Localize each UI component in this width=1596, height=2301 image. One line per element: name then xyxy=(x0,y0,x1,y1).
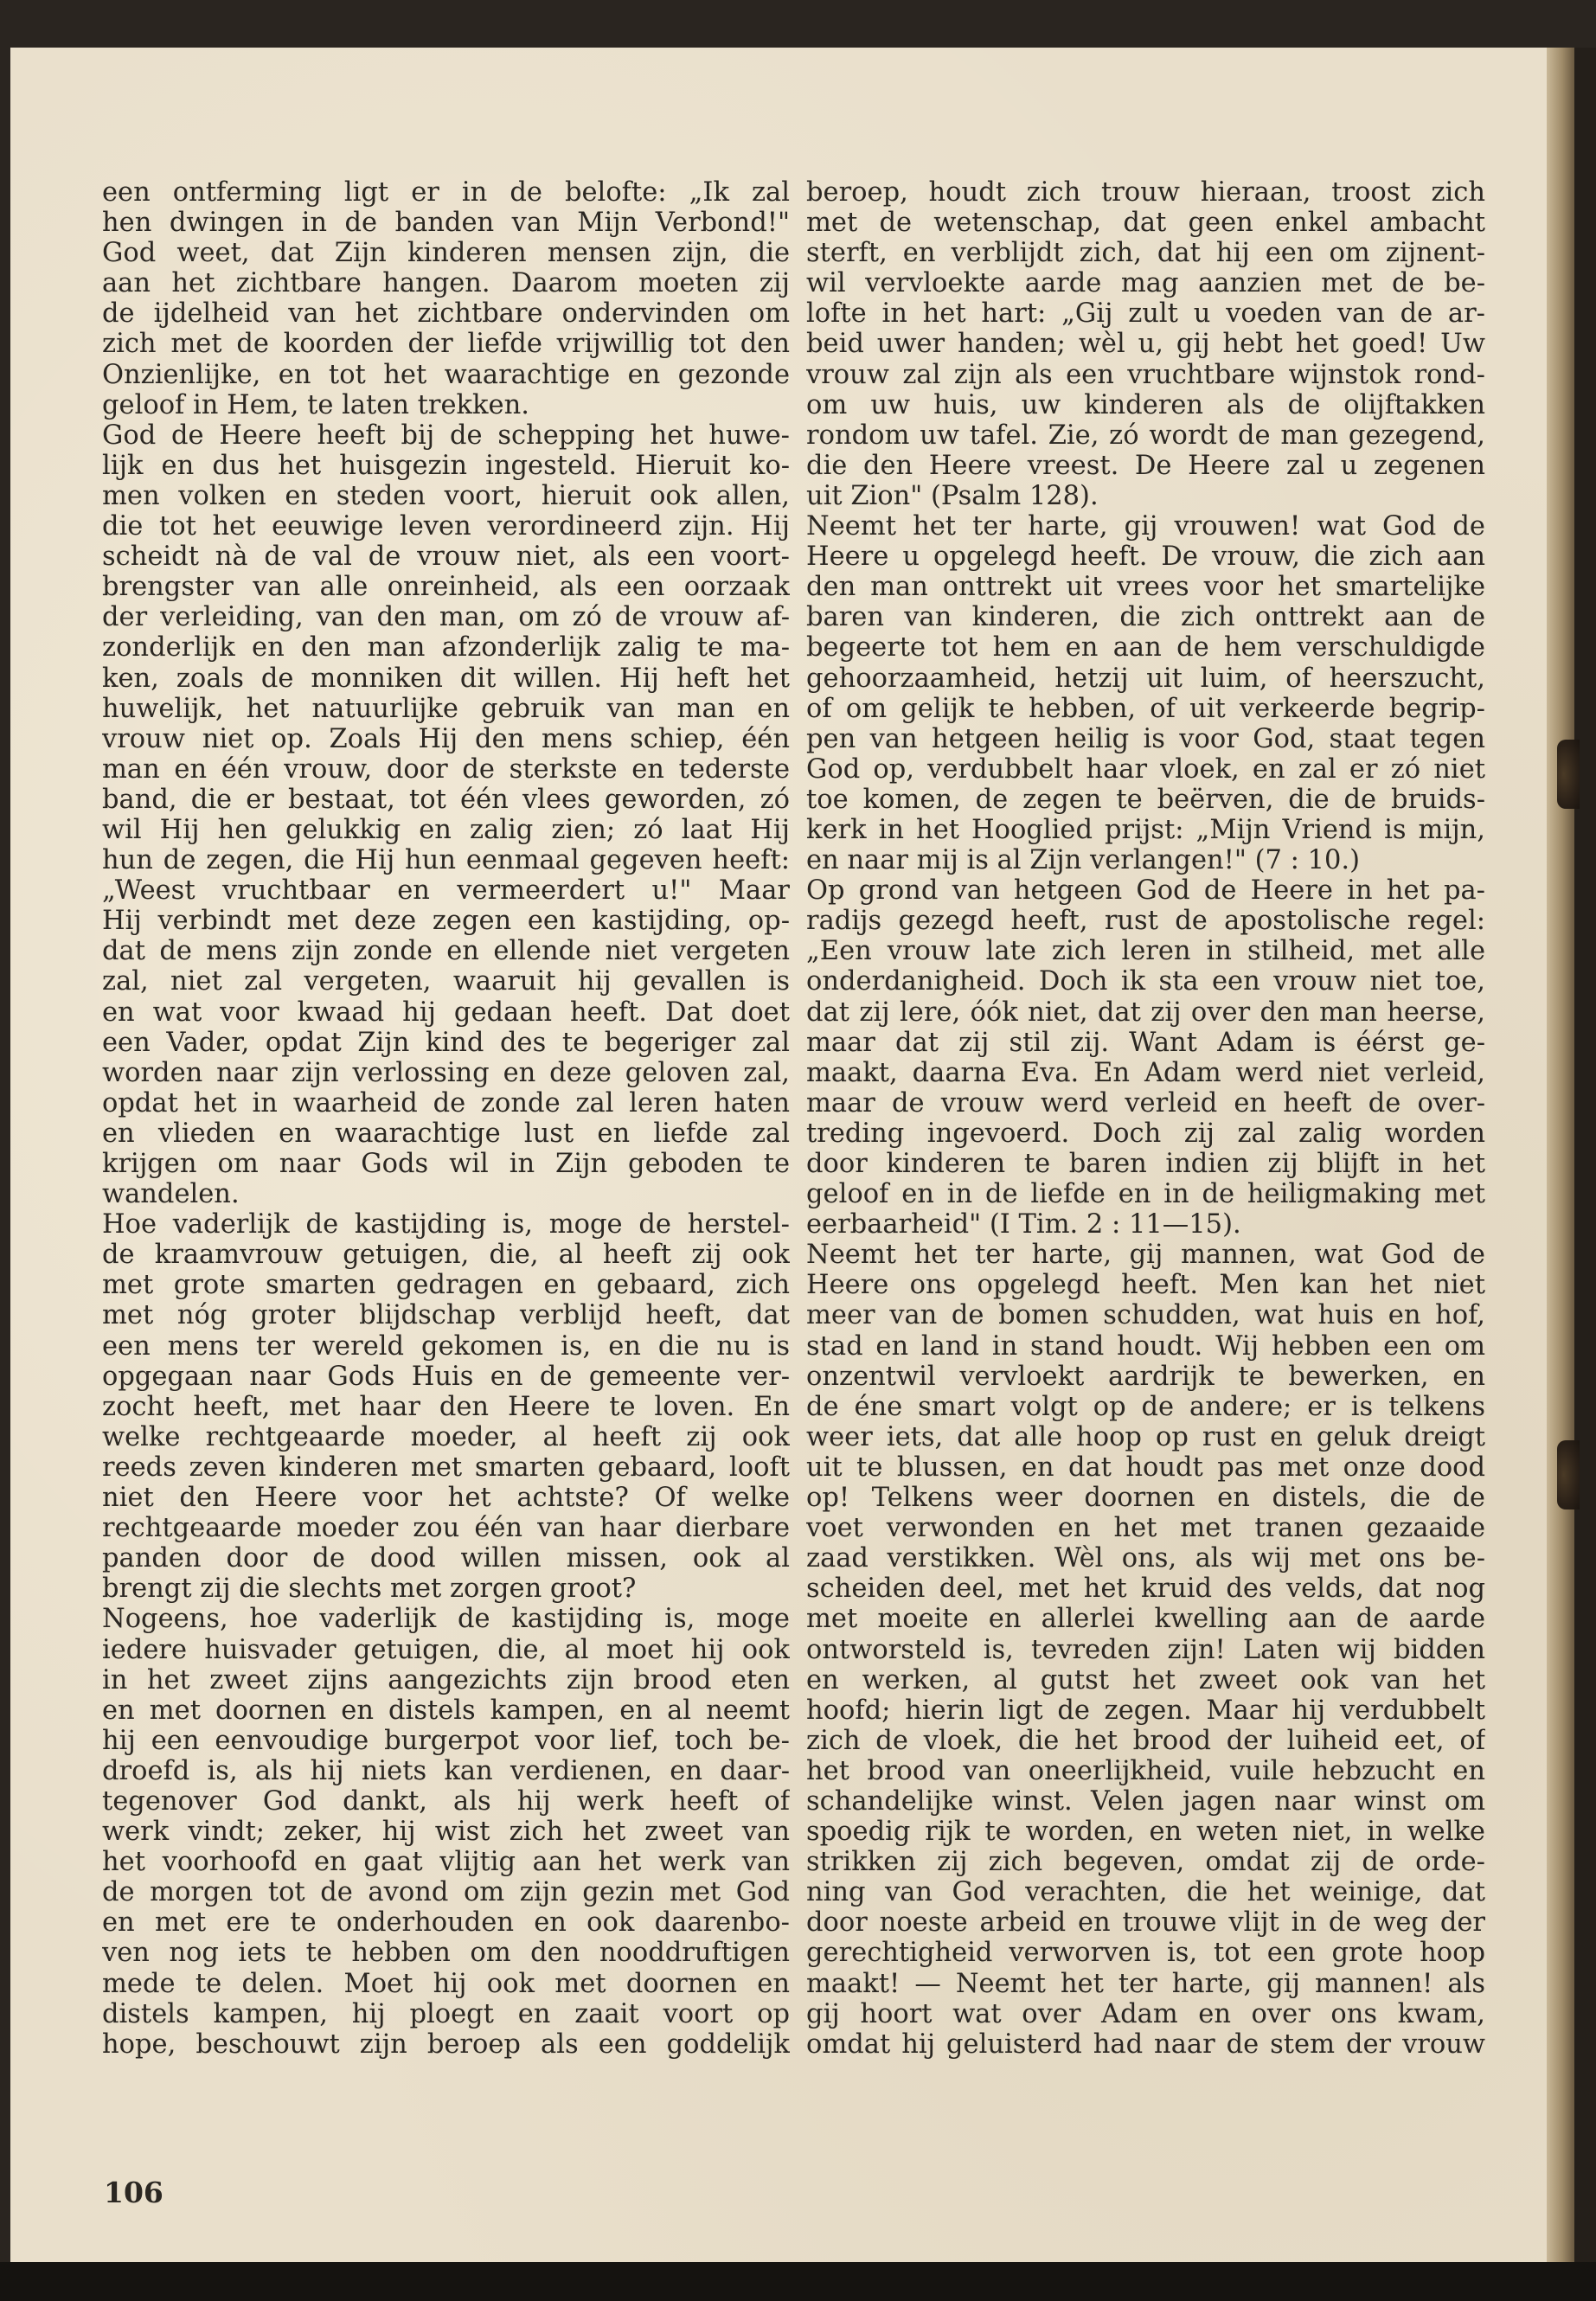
text-line: een mens ter wereld gekomen is, en die nu is xyxy=(102,1330,790,1362)
text-line: een ontferming ligt er in de belofte: „Ik zal xyxy=(102,177,790,208)
text-line: rondom uw tafel. Zie, zó wordt de man gezegend, xyxy=(806,420,1485,451)
text-line: ken, zoals de monniken dit willen. Hij heft het xyxy=(102,663,790,694)
text-line: men volken en steden voort, hieruit ook allen, xyxy=(102,480,790,511)
text-line: in het zweet zijns aangezichts zijn brood eten xyxy=(102,1664,790,1695)
text-line: toe komen, de zegen te beërven, die de bruids- xyxy=(806,784,1485,815)
text-line: geloof in Hem, te laten trekken. xyxy=(102,389,529,420)
text-line: Heere u opgelegd heeft. De vrouw, die zich aan xyxy=(806,542,1485,573)
text-line: vrouw niet op. Zoals Hij den mens schiep, één xyxy=(102,723,790,754)
text-line: onzentwil vervloekt aardrijk te bewerken, en xyxy=(806,1361,1485,1392)
text-line: eerbaarheid" (I Tim. 2 : 11—15). xyxy=(806,1209,1241,1240)
text-line: ning van God verachten, die het weinige, dat xyxy=(806,1877,1485,1908)
text-line: maar de vrouw werd verleid en heeft de over- xyxy=(806,1087,1485,1118)
text-line: door noeste arbeid en trouwe vlijt in de weg der xyxy=(806,1907,1485,1939)
text-line: en wat voor kwaad hij gedaan heeft. Dat doet xyxy=(102,997,790,1028)
text-line: huwelijk, het natuurlijke gebruik van man en xyxy=(102,693,790,724)
text-line: hope, beschouwt zijn beroep als een goddelijk xyxy=(102,2029,790,2060)
text-line: opgegaan naar Gods Huis en de gemeente ver- xyxy=(102,1361,790,1392)
text-line: met de wetenschap, dat geen enkel ambacht xyxy=(806,208,1485,239)
text-line: Heere ons opgelegd heeft. Men kan het niet xyxy=(806,1270,1485,1301)
text-line: en werken, al gutst het zweet ook van het xyxy=(806,1664,1485,1695)
text-line: uit Zion" (Psalm 128). xyxy=(806,480,1099,511)
text-line: onderdanigheid. Doch ik sta een vrouw niet toe, xyxy=(806,966,1485,997)
text-line: Neemt het ter harte, gij vrouwen! wat God de xyxy=(806,511,1485,542)
text-line: het brood van oneerlijkheid, vuile hebzucht en xyxy=(806,1755,1485,1786)
text-line: op! Telkens weer doornen en distels, die de xyxy=(806,1483,1485,1514)
text-line: gehoorzaamheid, hetzij uit luim, of heerszucht, xyxy=(806,663,1485,694)
text-line: hun de zegen, die Hij hun eenmaal gegeven heeft: xyxy=(102,845,790,876)
text-line: en vlieden en waarachtige lust en liefde zal xyxy=(102,1118,790,1149)
text-line: wil Hij hen gelukkig en zalig zien; zó laat Hij xyxy=(102,814,790,845)
text-line: niet den Heere voor het achtste? Of welke xyxy=(102,1483,790,1514)
text-line: zocht heeft, met haar den Heere te loven. En xyxy=(102,1391,790,1422)
text-line: met moeite en allerlei kwelling aan de aarde xyxy=(806,1604,1485,1635)
text-line: de éne smart volgt op de andere; er is telkens xyxy=(806,1391,1485,1422)
binding-clip-icon xyxy=(1557,740,1580,809)
text-line: Hoe vaderlijk de kastijding is, moge de herstel- xyxy=(102,1209,790,1240)
text-line: iedere huisvader getuigen, die, al moet hij ook xyxy=(102,1634,790,1665)
text-line: radijs gezegd heeft, rust de apostolische regel: xyxy=(806,906,1485,937)
text-line: met nóg groter blijdschap verblijd heeft, dat xyxy=(102,1300,790,1331)
left-text-column xyxy=(102,177,790,2060)
text-line: den man onttrekt uit vrees voor het smartelijke xyxy=(806,572,1485,603)
text-line: dat de mens zijn zonde en ellende niet vergeten xyxy=(102,936,790,967)
text-line: beid uwer handen; wèl u, gij hebt het goed! Uw xyxy=(806,329,1485,360)
text-line: of om gelijk te hebben, of uit verkeerde begrip- xyxy=(806,693,1485,724)
text-line: lijk en dus het huisgezin ingesteld. Hieruit ko- xyxy=(102,450,790,481)
text-line: maakt, daarna Eva. En Adam werd niet verleid, xyxy=(806,1057,1485,1088)
text-line: lofte in het hart: „Gij zult u voeden van de ar- xyxy=(806,298,1485,330)
text-line: stad en land in stand houdt. Wij hebben een om xyxy=(806,1330,1485,1362)
text-line: God weet, dat Zijn kinderen mensen zijn, die xyxy=(102,238,790,269)
text-line: meer van de bomen schudden, wat huis en hof, xyxy=(806,1300,1485,1331)
text-line: tegenover God dankt, als hij werk heeft of xyxy=(102,1785,790,1817)
text-line: „Een vrouw late zich leren in stilheid, met alle xyxy=(806,936,1485,967)
text-line: die tot het eeuwige leven verordineerd zijn. Hij xyxy=(102,511,790,542)
text-line: God op, verdubbelt haar vloek, en zal er zó niet xyxy=(806,753,1485,785)
text-line: rechtgeaarde moeder zou één van haar dierbare xyxy=(102,1513,790,1544)
text-line: zich met de koorden der liefde vrijwillig tot den xyxy=(102,329,790,360)
text-line: ontworsteld is, tevreden zijn! Laten wij bidden xyxy=(806,1634,1485,1665)
text-line: kerk in het Hooglied prijst: „Mijn Vriend is mijn, xyxy=(806,814,1485,845)
text-line: distels kampen, hij ploegt en zaait voort op xyxy=(102,1998,790,2029)
text-line: geloof en in de liefde en in de heiligmaking met xyxy=(806,1179,1485,1210)
text-line: krijgen om naar Gods wil in Zijn geboden te xyxy=(102,1149,790,1179)
text-line: de morgen tot de avond om zijn gezin met God xyxy=(102,1877,790,1908)
text-line: en met doornen en distels kampen, en al neemt xyxy=(102,1695,790,1726)
text-line: omdat hij geluisterd had naar de stem der vrouw xyxy=(806,2029,1485,2060)
text-line: voet verwonden en het met tranen gezaaide xyxy=(806,1513,1485,1544)
text-line: begeerte tot hem en aan de hem verschuldigde xyxy=(806,632,1485,663)
text-line: Neemt het ter harte, gij mannen, wat God de xyxy=(806,1240,1485,1271)
text-line: wandelen. xyxy=(102,1179,240,1210)
text-line: en met ere te onderhouden en ook daarenbo- xyxy=(102,1907,790,1939)
text-line: schandelijke winst. Velen jagen naar winst om xyxy=(806,1785,1485,1817)
text-line: „Weest vruchtbaar en vermeerdert u!" Maar xyxy=(102,875,790,907)
text-line: baren van kinderen, die zich onttrekt aan de xyxy=(806,602,1485,633)
text-line: om uw huis, uw kinderen als de olijftakken xyxy=(806,389,1485,420)
text-line: Nogeens, hoe vaderlijk de kastijding is, moge xyxy=(102,1604,790,1635)
text-line: een Vader, opdat Zijn kind des te begeriger zal xyxy=(102,1027,790,1058)
text-line: zonderlijk en den man afzonderlijk zalig te ma- xyxy=(102,632,790,663)
text-line: hen dwingen in de banden van Mijn Verbond!" xyxy=(102,208,790,239)
text-line: panden door de dood willen missen, ook al xyxy=(102,1543,790,1574)
text-line: reeds zeven kinderen met smarten gebaard, looft xyxy=(102,1452,790,1483)
page-number: 106 xyxy=(104,2176,163,2209)
text-line: zaad verstikken. Wèl ons, als wij met ons be- xyxy=(806,1543,1485,1574)
text-line: hij een eenvoudige burgerpot voor lief, toch be- xyxy=(102,1725,790,1756)
text-line: pen van hetgeen heilig is voor God, staat tegen xyxy=(806,723,1485,754)
text-line: scheiden deel, met het kruid des velds, dat nog xyxy=(806,1574,1485,1605)
text-line: Op grond van hetgeen God de Heere in het pa- xyxy=(806,875,1485,907)
text-line: mede te delen. Moet hij ook met doornen en xyxy=(102,1968,790,1999)
text-line: maar dat zij stil zij. Want Adam is éérst ge- xyxy=(806,1027,1485,1058)
text-line: met grote smarten gedragen en gebaard, zich xyxy=(102,1270,790,1301)
text-line: zich de vloek, die het brood der luiheid eet, of xyxy=(806,1725,1485,1756)
text-line: man en één vrouw, door de sterkste en tederste xyxy=(102,753,790,785)
text-line: treding ingevoerd. Doch zij zal zalig worden xyxy=(806,1118,1485,1149)
book-spine xyxy=(1574,48,1596,2262)
text-line: hoofd; hierin ligt de zegen. Maar hij verdubbelt xyxy=(806,1695,1485,1726)
text-line: wil vervloekte aarde mag aanzien met de be- xyxy=(806,268,1485,299)
text-line: God de Heere heeft bij de schepping het huwe- xyxy=(102,420,790,451)
text-line: droefd is, als hij niets kan verdienen, en daar- xyxy=(102,1755,790,1786)
text-line: en naar mij is al Zijn verlangen!" (7 : 10.) xyxy=(806,845,1360,876)
text-line: de kraamvrouw getuigen, die, al heeft zij ook xyxy=(102,1240,790,1271)
text-line: brengster van alle onreinheid, als een oorzaak xyxy=(102,572,790,603)
text-line: opdat het in waarheid de zonde zal leren haten xyxy=(102,1087,790,1118)
text-line: werk vindt; zeker, hij wist zich het zweet van xyxy=(102,1817,790,1848)
text-line: strikken zij zich begeven, omdat zij de orde- xyxy=(806,1847,1485,1878)
text-line: die den Heere vreest. De Heere zal u zegenen xyxy=(806,450,1485,481)
text-line: maakt! — Neemt het ter harte, gij mannen! als xyxy=(806,1968,1485,1999)
text-line: Onzienlijke, en tot het waarachtige en gezonde xyxy=(102,359,790,390)
text-line: zal, niet zal vergeten, waaruit hij gevallen is xyxy=(102,966,790,997)
text-line: vrouw zal zijn als een vruchtbare wijnstok rond- xyxy=(806,359,1485,390)
text-line: uit te blussen, en dat houdt pas met onze dood xyxy=(806,1452,1485,1483)
text-line: door kinderen te baren indien zij blijft in het xyxy=(806,1149,1485,1179)
text-line: beroep, houdt zich trouw hieraan, troost zich xyxy=(806,177,1485,208)
text-line: welke rechtgeaarde moeder, al heeft zij ook xyxy=(102,1421,790,1452)
text-line: dat zij lere, óók niet, dat zij over den man heerse, xyxy=(806,997,1485,1028)
right-text-column xyxy=(806,177,1485,2060)
text-line: de ijdelheid van het zichtbare ondervinden om xyxy=(102,298,790,330)
text-line: gij hoort wat over Adam en over ons kwam, xyxy=(806,1998,1485,2029)
text-line: gerechtigheid verworven is, tot een grote hoop xyxy=(806,1938,1485,1969)
text-line: scheidt nà de val de vrouw niet, als een voort- xyxy=(102,542,790,573)
text-line: het voorhoofd en gaat vlijtig aan het werk van xyxy=(102,1847,790,1878)
text-line: weer iets, dat alle hoop op rust en geluk dreigt xyxy=(806,1421,1485,1452)
text-line: spoedig rijk te worden, en weten niet, in welke xyxy=(806,1817,1485,1848)
text-line: ven nog iets te hebben om den nooddruftigen xyxy=(102,1938,790,1969)
text-line: brengt zij die slechts met zorgen groot? xyxy=(102,1574,637,1605)
text-line: worden naar zijn verlossing en deze geloven zal, xyxy=(102,1057,790,1088)
text-line: der verleiding, van den man, om zó de vrouw af- xyxy=(102,602,790,633)
text-line: Hij verbindt met deze zegen een kastijding, op- xyxy=(102,906,790,937)
binding-clip-icon xyxy=(1557,1440,1580,1509)
scan-bottom-edge xyxy=(0,2262,1596,2301)
text-line: band, die er bestaat, tot één vlees geworden, zó xyxy=(102,784,790,815)
text-line: sterft, en verblijdt zich, dat hij een om zijnent- xyxy=(806,238,1485,269)
text-line: aan het zichtbare hangen. Daarom moeten zij xyxy=(102,268,790,299)
